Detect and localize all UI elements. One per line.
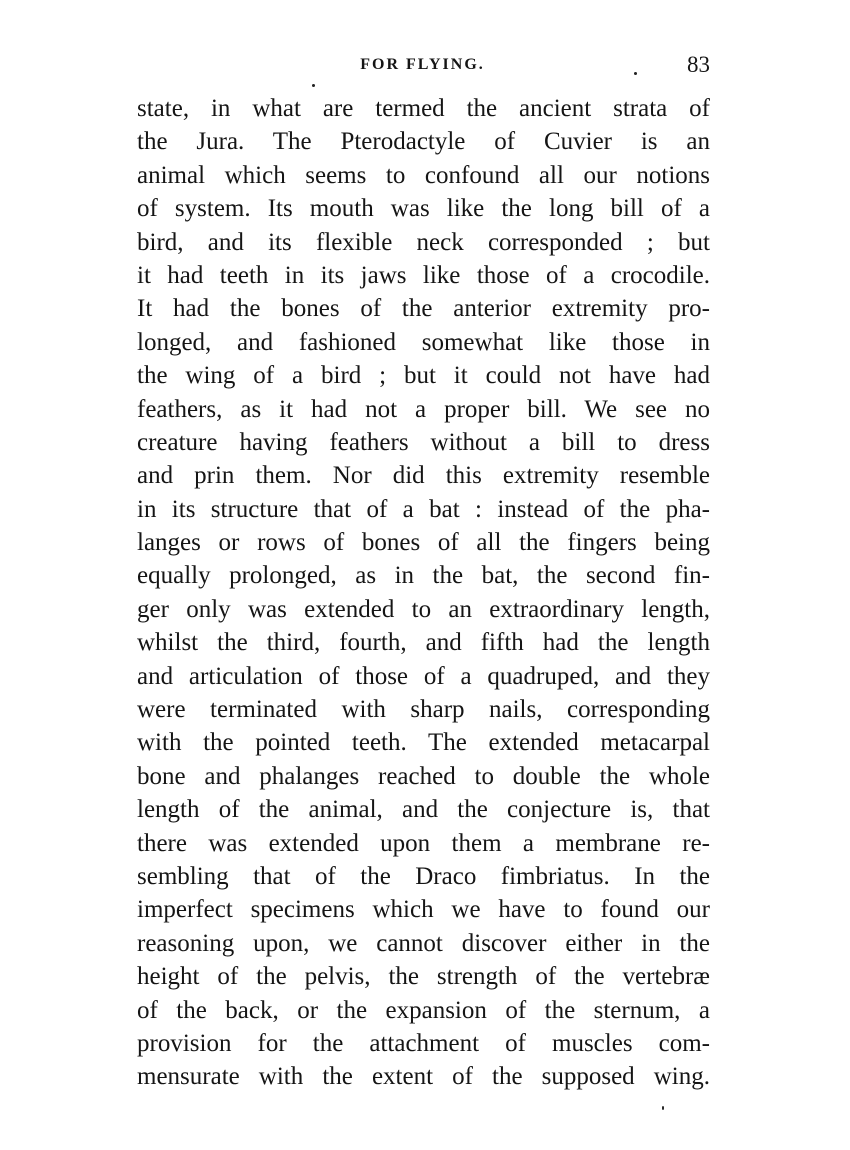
print-speck [634, 72, 637, 75]
text-line: length of the animal, and the conjecture is, that [137, 796, 710, 824]
text-line: of system. Its mouth was like the long bill of a [137, 195, 710, 223]
print-speck [662, 1106, 664, 1110]
text-line: ger only was extended to an extraordinary length, [137, 595, 710, 623]
text-line: of the back, or the expansion of the sternum, a [137, 996, 710, 1024]
text-line: height of the pelvis, the strength of the vertebræ [137, 963, 710, 991]
text-line: animal which seems to confound all our notions [137, 161, 710, 189]
text-line: It had the bones of the anterior extremity pro- [137, 295, 710, 323]
text-line: imperfect specimens which we have to found our [137, 896, 710, 924]
text-line: mensurate with the extent of the supposed wing. [137, 1063, 710, 1091]
text-line: were terminated with sharp nails, corresponding [137, 696, 710, 724]
text-line: whilst the third, fourth, and fifth had the length [137, 629, 710, 657]
text-line: and prin them. Nor did this extremity resemble [137, 462, 710, 490]
text-line: and articulation of those of a quadruped, and they [137, 662, 710, 690]
text-line: creature having feathers without a bill to dress [137, 428, 710, 456]
text-line: the Jura. The Pterodactyle of Cuvier is an [137, 128, 710, 156]
text-line: longed, and fashioned somewhat like those in [137, 328, 710, 356]
text-line: with the pointed teeth. The extended metacarpal [137, 729, 710, 757]
text-line: state, in what are termed the ancient strata of [137, 95, 710, 122]
text-line: provision for the attachment of muscles com- [137, 1029, 710, 1057]
running-head [135, 52, 710, 82]
text-line: the wing of a bird ; but it could not have had [137, 362, 710, 390]
text-line: langes or rows of bones of all the fingers being [137, 529, 710, 557]
text-line: bone and phalanges reached to double the whole [137, 762, 710, 790]
page-number: 83 [687, 52, 710, 77]
text-line: it had teeth in its jaws like those of a crocodile. [137, 261, 710, 289]
running-head-title: FOR FLYING. [360, 56, 485, 73]
text-line: in its structure that of a bat : instead of the pha- [137, 495, 710, 523]
text-line: sembling that of the Draco fimbriatus. In the [137, 862, 710, 890]
text-line: reasoning upon, we cannot discover either in the [137, 929, 710, 957]
text-line: equally prolonged, as in the bat, the second fin- [137, 562, 710, 590]
text-line: bird, and its flexible neck corresponded ; but [137, 228, 710, 256]
print-speck [312, 84, 315, 87]
text-line: feathers, as it had not a proper bill. We see no [137, 395, 710, 423]
text-line: there was extended upon them a membrane re- [137, 829, 710, 857]
body-text [137, 92, 710, 1094]
